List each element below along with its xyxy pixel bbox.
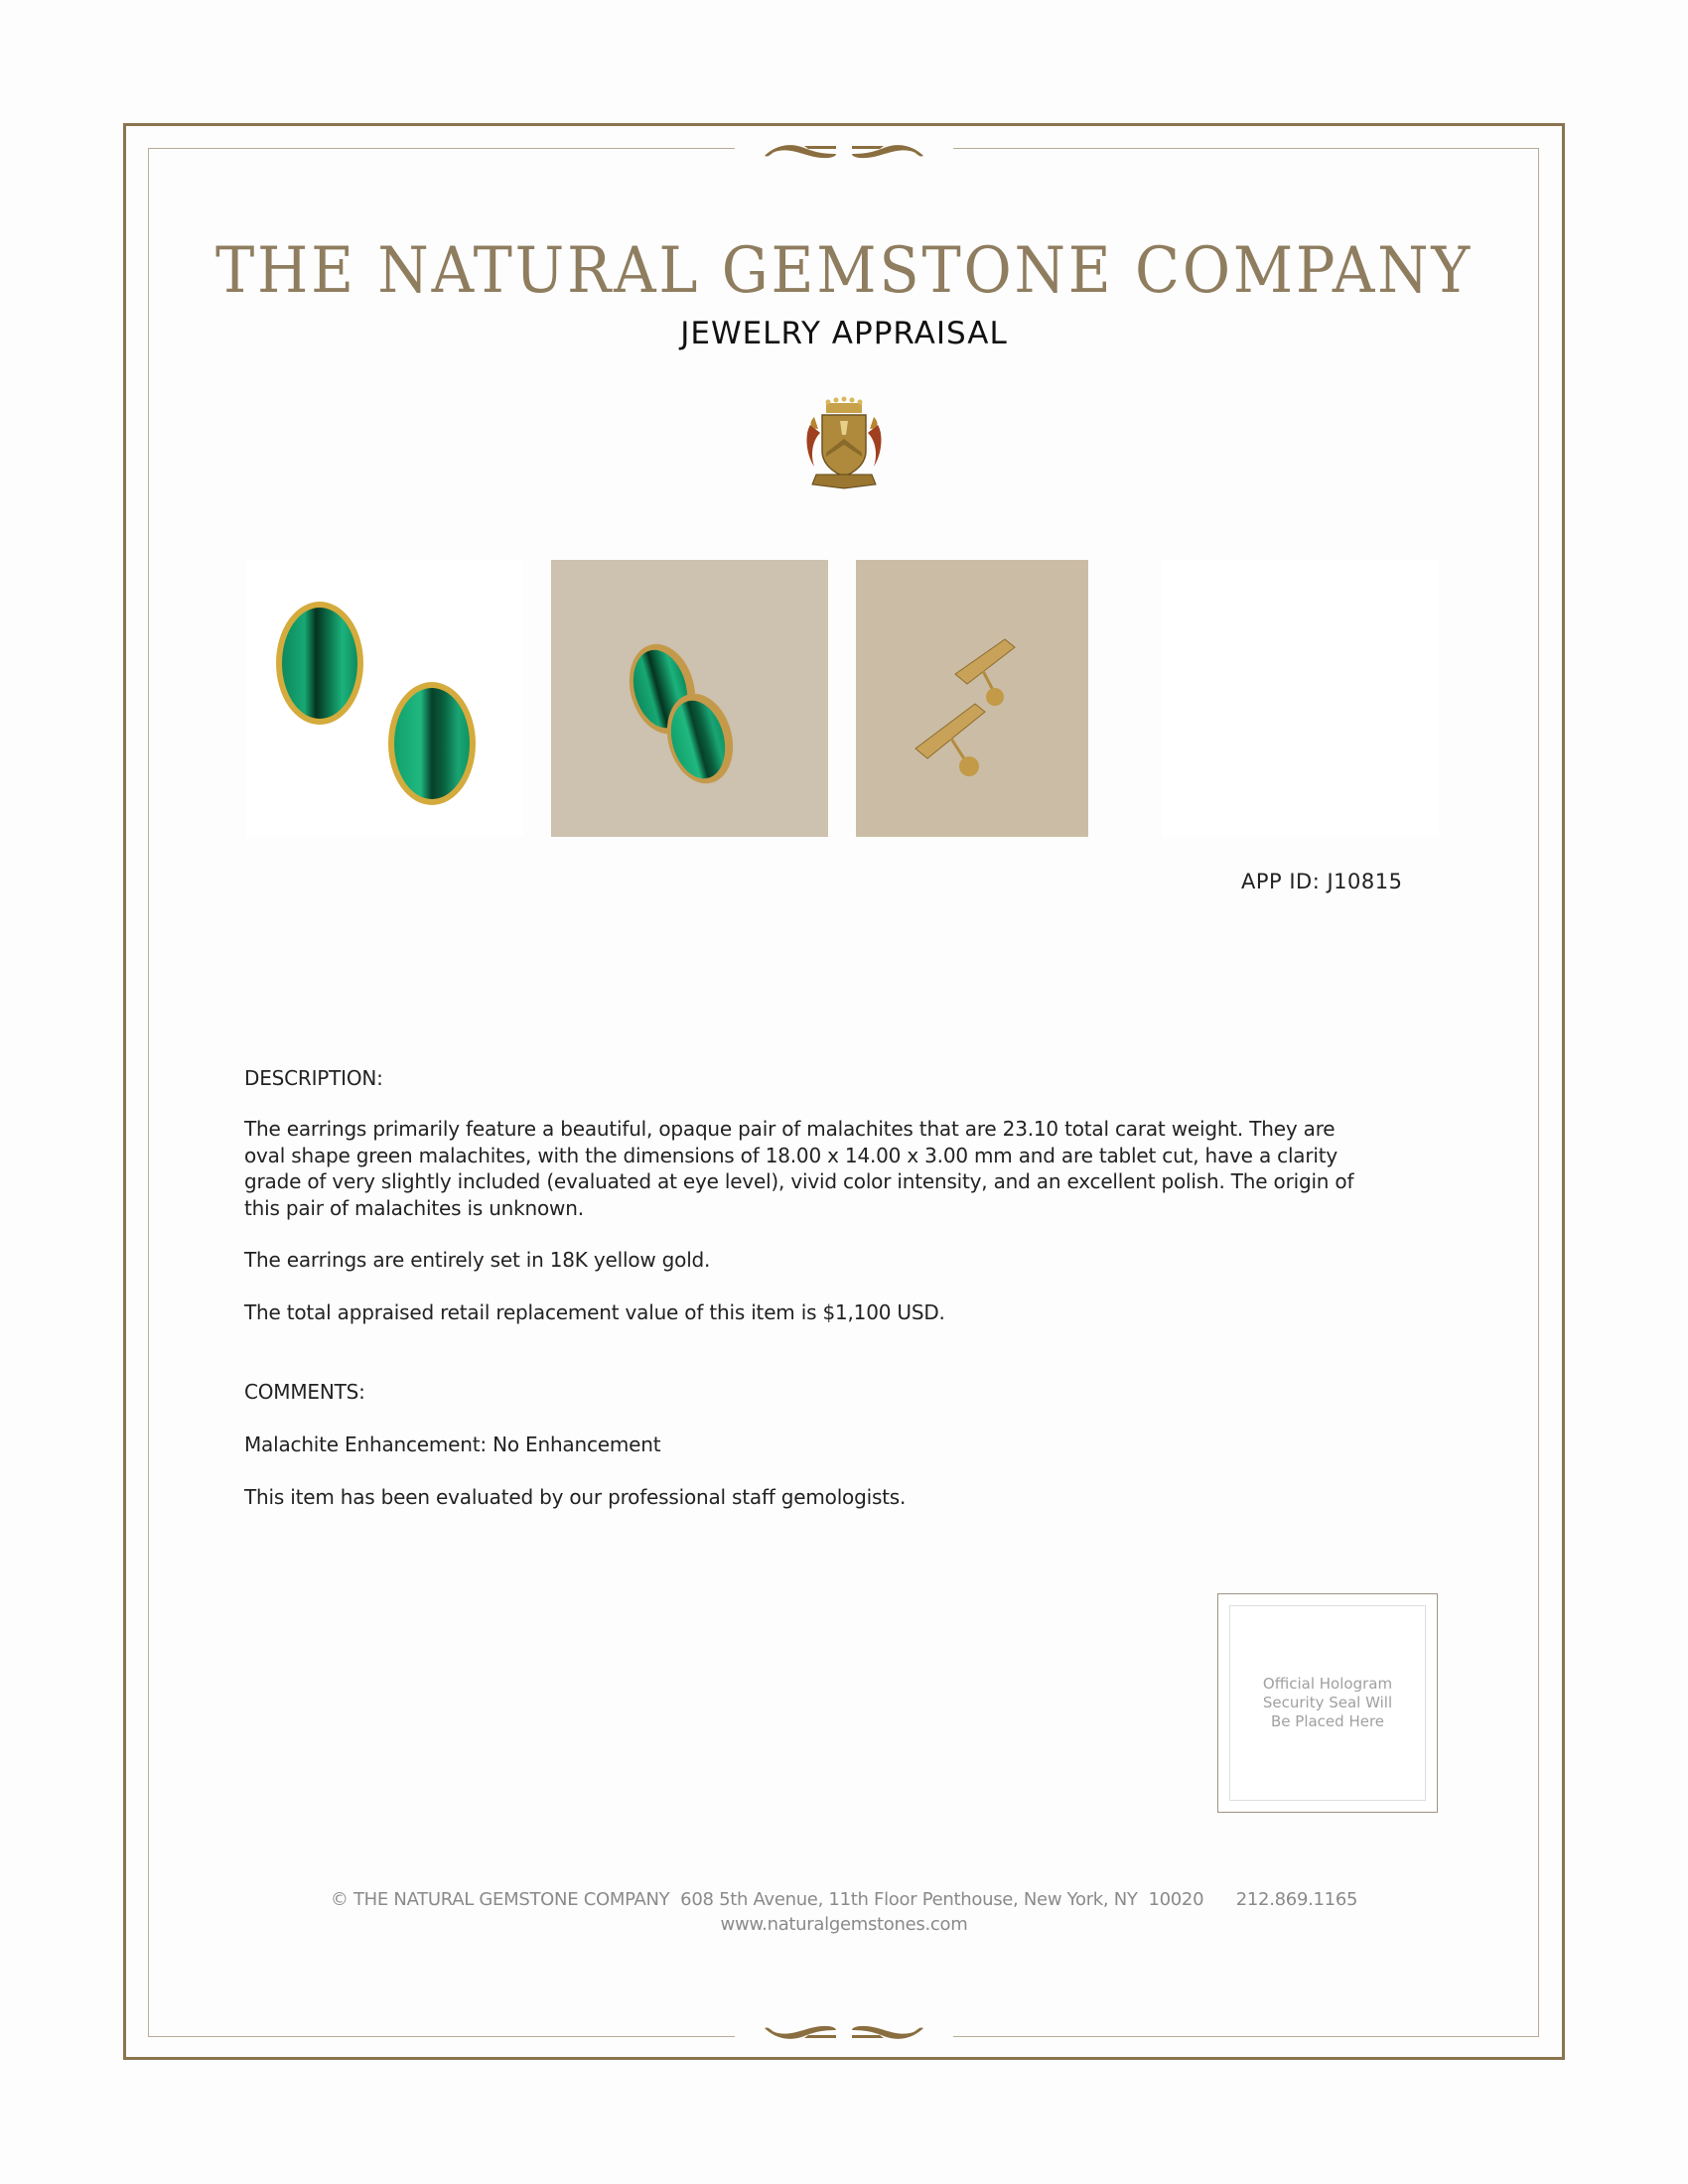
seal-text-line: Be Placed Here bbox=[1270, 1712, 1385, 1730]
comments-heading: COMMENTS: bbox=[244, 1380, 365, 1404]
company-name-heading: THE NATURAL GEMSTONE COMPANY bbox=[214, 234, 1474, 308]
flourish-icon bbox=[745, 134, 943, 164]
heraldic-crest-icon bbox=[802, 395, 886, 494]
flourish-icon bbox=[745, 2020, 943, 2050]
footer-website-link[interactable]: www.naturalgemstones.com bbox=[720, 1914, 968, 1935]
description-line: grade of very slightly included (evaluated at eye level), vivid color intensity, and an excellent polish. The origin of bbox=[244, 1169, 1354, 1193]
footer-address: © THE NATURAL GEMSTONE COMPANY 608 5th Avenue, 11th Floor Penthouse, New York, NY 10020 212.869.1165 bbox=[330, 1889, 1358, 1910]
description-section bbox=[244, 1065, 1446, 1092]
description-heading: DESCRIPTION: bbox=[244, 1066, 383, 1090]
document-title: JEWELRY APPRAISAL bbox=[680, 316, 1008, 351]
product-photo-angled bbox=[551, 560, 828, 837]
malachite-earrings-front-image bbox=[246, 560, 523, 837]
hologram-seal-inner bbox=[1229, 1605, 1426, 1801]
hologram-seal-box bbox=[1217, 1593, 1438, 1813]
description-line: The earrings primarily feature a beautiful, opaque pair of malachites that are 23.10 total carat weight. They are bbox=[244, 1117, 1336, 1141]
comment-enhancement: Malachite Enhancement: No Enhancement bbox=[244, 1433, 661, 1456]
product-photo-empty-slot bbox=[1162, 560, 1439, 837]
product-photo-front bbox=[246, 560, 523, 837]
description-line: this pair of malachites is unknown. bbox=[244, 1195, 584, 1220]
description-paragraph-3: The total appraised retail replacement value of this item is $1,100 USD. bbox=[244, 1300, 945, 1324]
earrings-side-view-image bbox=[856, 560, 1088, 837]
description-paragraph-1 bbox=[244, 1116, 1446, 1221]
appraisal-id: APP ID: J10815 bbox=[1241, 870, 1403, 893]
malachite-earrings-angled-image bbox=[551, 560, 828, 837]
seal-text-line: Security Seal Will bbox=[1262, 1694, 1393, 1711]
product-photo-side bbox=[856, 560, 1088, 837]
comment-evaluation: This item has been evaluated by our professional staff gemologists. bbox=[244, 1485, 907, 1509]
bottom-flourish-ornament bbox=[735, 2015, 953, 2055]
description-paragraph-2: The earrings are entirely set in 18K yellow gold. bbox=[244, 1248, 711, 1272]
top-flourish-ornament bbox=[735, 129, 953, 169]
seal-text-line: Official Hologram bbox=[1262, 1675, 1393, 1693]
description-line: oval shape green malachites, with the dimensions of 18.00 x 14.00 x 3.00 mm and are tablet cut, have a clarity bbox=[244, 1143, 1338, 1167]
